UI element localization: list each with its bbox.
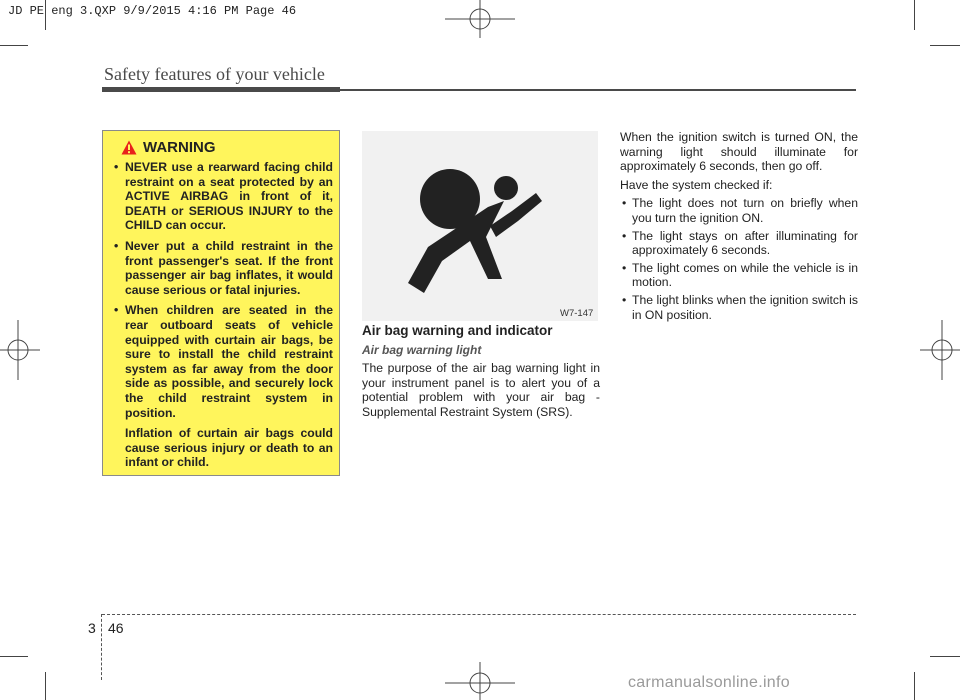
warning-heading-text: WARNING	[143, 139, 216, 156]
registration-mark-top	[445, 0, 515, 40]
right-column	[620, 130, 858, 325]
print-slug: JD PE eng 3.QXP 9/9/2015 4:16 PM Page 46	[8, 4, 297, 18]
airbag-illustration	[362, 131, 598, 321]
footer-guide-line	[101, 614, 102, 680]
crop-mark	[930, 45, 960, 46]
crop-mark	[45, 672, 46, 700]
warning-triangle-icon	[121, 140, 137, 155]
airbag-warning-icon	[362, 131, 598, 321]
registration-mark-left	[0, 320, 40, 380]
illustration-code: W7-147	[560, 308, 594, 319]
registration-mark-right	[920, 320, 960, 380]
col3-item: • The light stays on after illuminating for approximately 6 seconds.	[620, 229, 858, 258]
col3-check-label: Have the system checked if:	[620, 177, 773, 192]
warning-heading	[121, 139, 333, 156]
warning-note: Inflation of curtain air bags could cause serious injury or death to an infant or child.	[125, 426, 333, 470]
crop-mark	[914, 0, 915, 30]
col3-intro: When the ignition switch is turned ON, the warning light should illuminate for approximately 6 seconds, then go off.	[620, 130, 858, 174]
watermark: carmanualsonline.info	[628, 674, 790, 691]
warning-list	[113, 160, 333, 420]
col3-item: • The light does not turn on briefly when you turn the ignition ON.	[620, 196, 858, 225]
crop-mark	[0, 45, 28, 46]
crop-mark	[930, 656, 960, 657]
col3-list	[620, 196, 858, 322]
header-rule-thin	[340, 89, 856, 91]
section-subtitle: Air bag warning light	[362, 343, 482, 357]
page-section-number: 3	[88, 620, 96, 636]
col3-item: • The light blinks when the ignition switch is in ON position.	[620, 293, 858, 322]
col3-item: • The light comes on while the vehicle is in motion.	[620, 261, 858, 290]
warning-box	[102, 130, 340, 476]
page-header-title: Safety features of your vehicle	[104, 64, 325, 84]
crop-mark	[914, 672, 915, 700]
header-rule-thick	[102, 87, 340, 92]
page-number: 46	[108, 620, 124, 636]
warning-item: • Never put a child restraint in the front passenger's seat. If the front passenger air bag inflates, it would cause serious or fatal injuries.	[113, 239, 333, 297]
crop-mark	[0, 656, 28, 657]
section-title: Air bag warning and indicator	[362, 323, 553, 338]
warning-item: • When children are seated in the rear outboard seats of vehicle equipped with curtain air bags, be sure to install the child restraint system as far away from the door side as possible, and securely lock the child restraint system in position.	[113, 303, 333, 420]
section-body: The purpose of the air bag warning light in your instrument panel is to alert you of a potential problem with your air bag - Supplemental Restraint System (SRS).	[362, 361, 600, 419]
footer-rule	[102, 614, 856, 615]
registration-mark-bottom	[445, 662, 515, 700]
warning-item: • NEVER use a rearward facing child restraint on a seat protected by an ACTIVE AIRBAG in front of it, DEATH or SERIOUS INJURY to the CHILD can occur.	[113, 160, 333, 233]
